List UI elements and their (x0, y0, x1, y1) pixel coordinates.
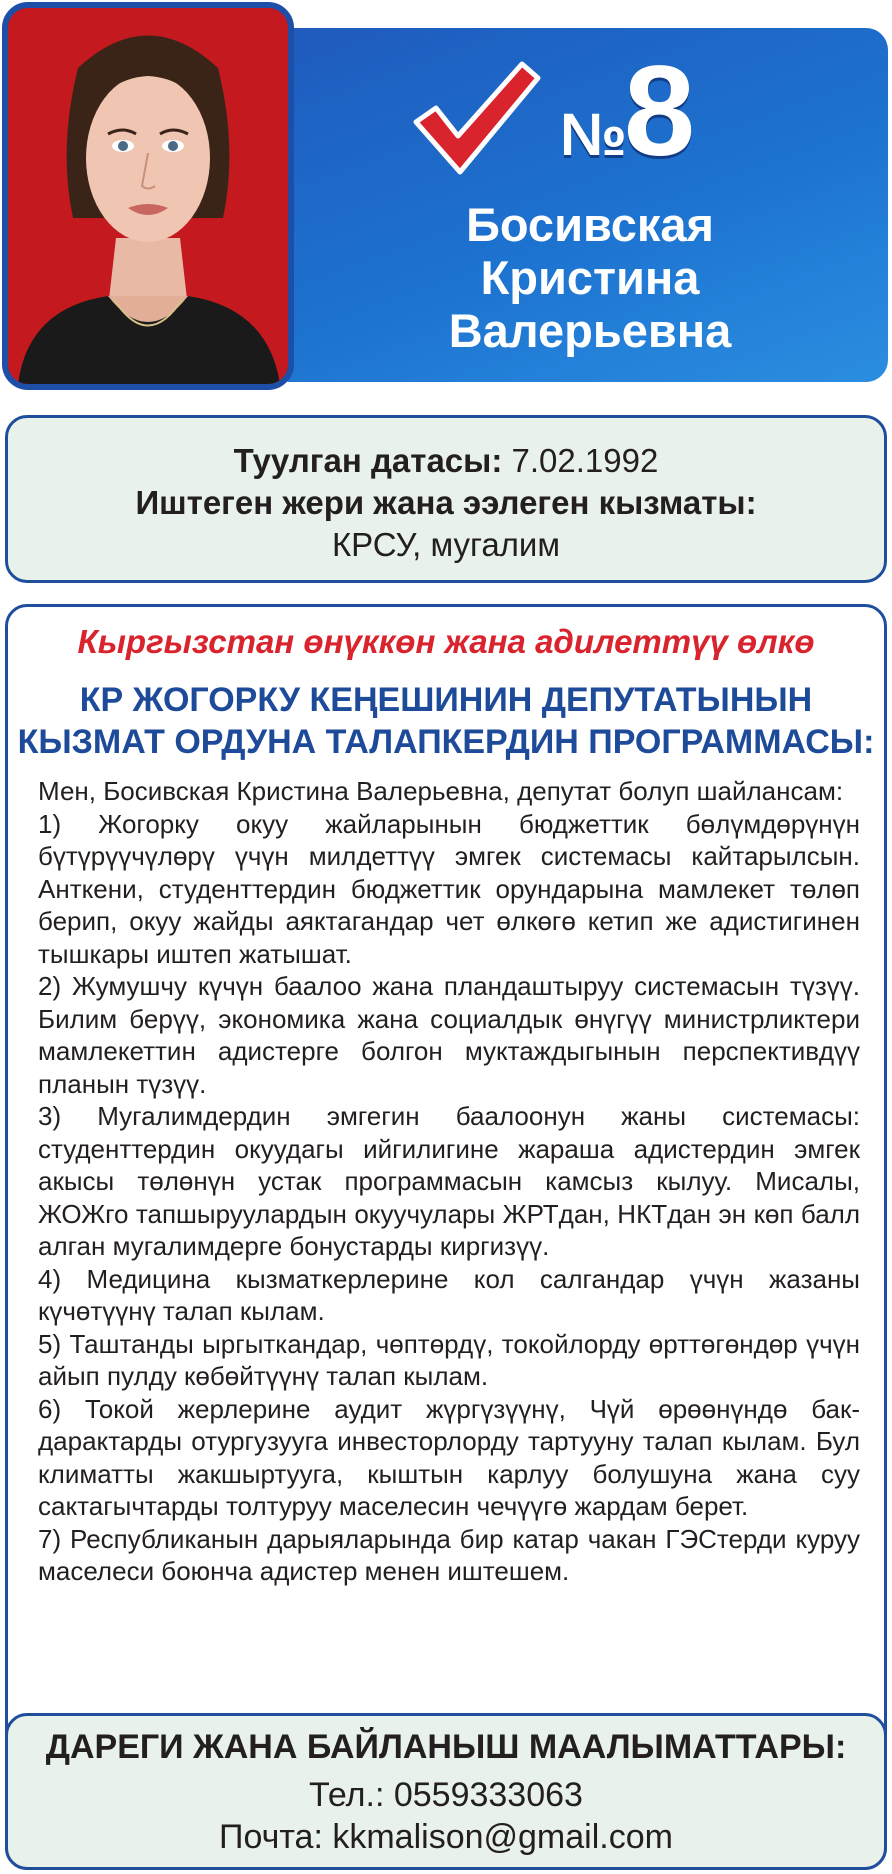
program-box (5, 604, 887, 1870)
program-point-3: 3) Мугалимдердин эмгегин баалоонун жаны системасы: студенттердин окуудагы ийгилигине жараша адистердин эмгек акысы төлөнүн устак программасын камсыз кылуу. Мисалы, ЖОЖго тапшыруулардын окуучулары ЖРТдан, НКТдан эн көп балл алган мугалимдерге бонустарды киргизүү. (38, 1101, 860, 1261)
program-point-7: 7) Республиканын дарыяларында бир катар чакан ГЭСтерди куруу маселеси боюнча адистер менен иштешем. (38, 1523, 860, 1586)
candidate-patronymic: Валерьевна (448, 304, 732, 357)
program-intro: Мен, Босивская Кристина Валерьевна, депутат болуп шайлансам: (38, 776, 844, 806)
contact-box (5, 1713, 887, 1870)
slogan: Кыргызстан өнүккөн жана адилеттүү өлкө (77, 623, 815, 660)
birth-date-label: Туулган датасы: (233, 442, 503, 479)
checkmark-icon (410, 58, 542, 178)
birth-date-line (8, 440, 884, 482)
program-body (38, 775, 860, 1588)
candidate-first-name: Кристина (480, 251, 700, 304)
candidate-surname: Босивская (466, 198, 714, 251)
number-sign: № (560, 101, 624, 168)
program-point-2: 2) Жумушчу күчүн баалоо жана пландаштыруу системасын түзүү. Билим берүү, экономика жана социалдык өнүгүү министрликтери мамлекеттин адистерге болгон муктаждыгынын перспективдүү планын түзүү. (38, 971, 860, 1099)
contact-email: Почта: kkmalison@gmail.com (219, 1818, 673, 1856)
contact-title: ДАРЕГИ ЖАНА БАЙЛАНЫШ МААЛЫМАТТАРЫ: (45, 1728, 847, 1766)
program-title-line: КЫЗМАТ ОРДУНА ТАЛАПКЕРДИН ПРОГРАММАСЫ: (17, 723, 875, 761)
program-title (8, 679, 884, 763)
program-title-line: КР ЖОГОРКУ КЕҢЕШИНИН ДЕПУТАТЫНЫН (79, 681, 813, 719)
candidate-photo (2, 2, 294, 390)
number-value: 8 (623, 40, 696, 183)
workplace-label: Иштеген жери жана ээлеген кызматы: (135, 484, 757, 521)
contact-phone: Тел.: 0559333063 (309, 1776, 583, 1814)
birth-date-value: 7.02.1992 (511, 442, 659, 479)
info-box (5, 415, 887, 583)
program-point-1: 1) Жогорку окуу жайларынын бюджеттик бөлүмдөрүнүн бүтүрүүчүлөрү үчүн милдеттүү эмгек системасы кайтарылсын. Анткени, студенттердин бюджеттик орундарына мамлекет төлөп берип, окуу жайды аяктагандар чет өлкөгө кетип же адистигинен тышкары иштеп жатышат. (38, 808, 860, 969)
program-point-4: 4) Медицина кызматкерлерине кол салгандар үчүн жазаны күчөтүүнү талап кылам. (38, 1263, 860, 1326)
ballot-number (560, 40, 696, 188)
candidate-name (400, 198, 780, 357)
program-point-5: 5) Таштанды ыргыткандар, чөптөрдү, токойлорду өрттөгөндөр үчүн айып пулду көбөйтүүнү талап кылам. (38, 1328, 860, 1391)
workplace-value: КРСУ, мугалим (331, 526, 561, 563)
workplace-label-line (8, 482, 884, 524)
program-point-6: 6) Токой жерлерине аудит жүргүзүүнү, Чүй өрөөнүндө бак-дарактарды отургузууга инвесторлорду тартууну талап кылам. Бул климатты жакшыртууга, кыштын карлуу болушуна жана суу сактагычтарды толтуруу маселесин чечүүгө жардам берет. (38, 1393, 860, 1521)
